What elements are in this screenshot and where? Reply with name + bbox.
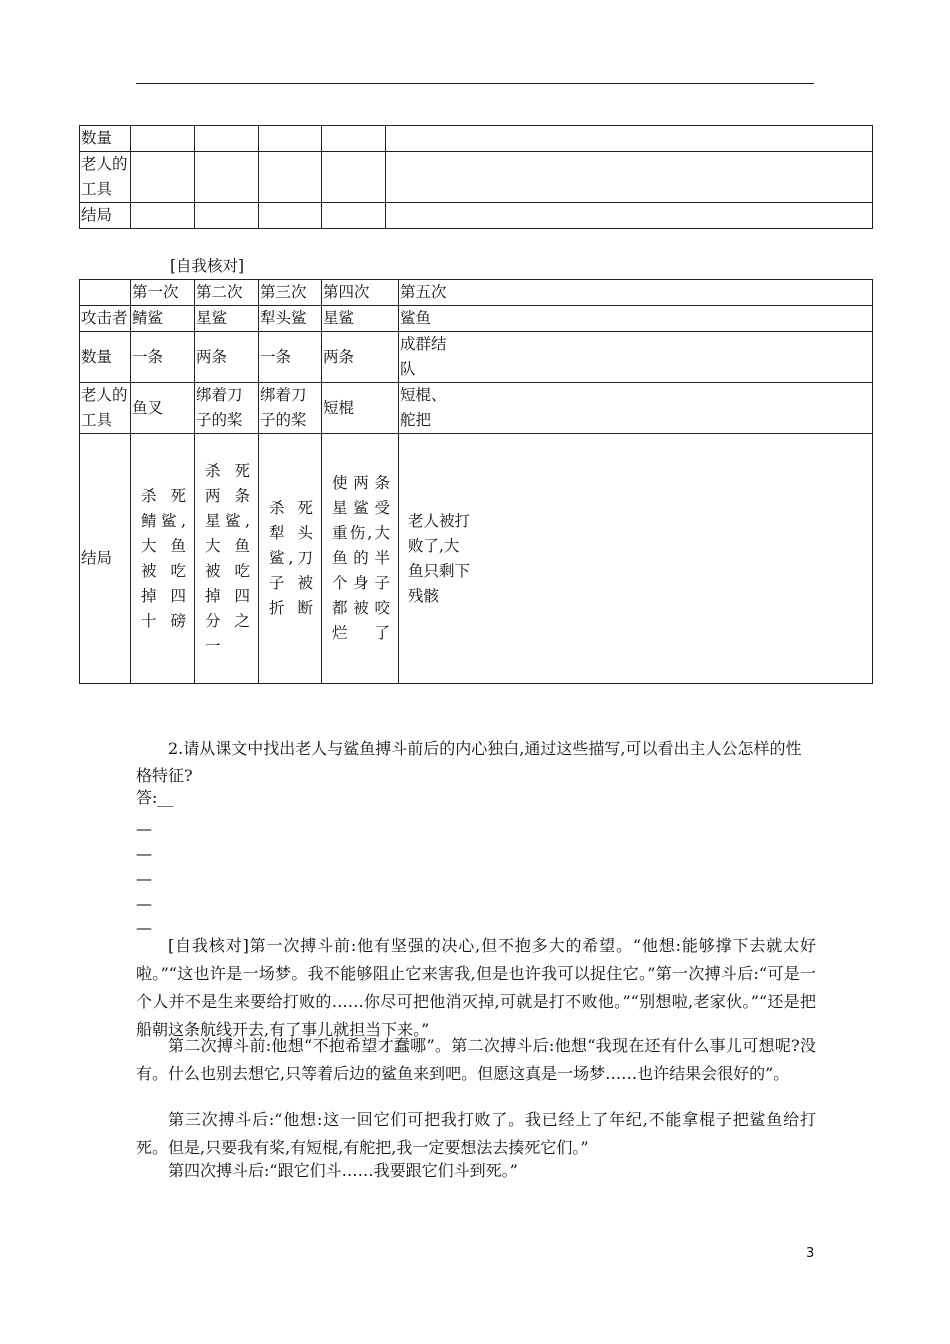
answer-paragraph: 第二次搏斗前:他想“不抱希望才蠢哪”。第二次搏斗后:他想“我现在还有什么事儿可想呢?没有。什么也别去想它,只等着后边的鲨鱼来到吧。但愿这真是一场梦……也许结果会很好的”。 [136,1036,816,1083]
cell: 绑着刀子的桨 [259,383,322,434]
header-rule [136,83,814,84]
check-caption: [自我核对] [170,257,245,275]
cell: 短棍、舵把 [399,383,873,434]
blank-fight-table [79,125,873,229]
table-row [80,332,873,383]
table-row [80,203,873,229]
cell: 使两条星鲨受重伤,大鱼的半个身子都被咬烂了 [322,434,399,684]
answer-label: 答:__ [136,788,174,807]
row-label: 结局 [80,203,131,229]
header-cell: 第五次 [399,280,873,306]
cell: 短棍 [322,383,399,434]
table-row [80,434,873,684]
cell: 杀死犁头鲨,刀子被折断 [259,434,322,684]
answer-line: — [136,918,152,937]
cell: 一条 [131,332,195,383]
page-number: 3 [806,1246,815,1261]
answer-line: — [136,894,152,913]
table-header-row [80,280,873,306]
cell: 一条 [259,332,322,383]
answer-line: — [136,844,152,863]
table-row [80,383,873,434]
table-row [80,126,873,152]
cell: 两条 [322,332,399,383]
cell: 鲭鲨 [131,306,195,332]
answer-line: — [136,869,152,888]
cell: 犁头鲨 [259,306,322,332]
row-label: 攻击者 [80,306,131,332]
row-label: 数量 [80,332,131,383]
table-row [80,152,873,203]
check-table [79,279,873,684]
header-cell: 第四次 [322,280,399,306]
row-label: 数量 [80,126,131,152]
header-cell: 第一次 [131,280,195,306]
answer-paragraph: 第四次搏斗后:“跟它们斗……我要跟它们斗到死。” [168,1161,518,1180]
cell: 星鲨 [322,306,399,332]
cell: 星鲨 [195,306,259,332]
row-label: 结局 [80,434,131,684]
answer-paragraph: [自我核对]第一次搏斗前:他有坚强的决心,但不抱多大的希望。“他想:能够撑下去就太好啦。”“这也许是一场梦。我不能够阻止它来害我,但是也许我可以捉住它。”第一次搏斗后:“可是一个人并不是生来要给打败的……你尽可把他消灭掉,可就是打不败他。”“别想啦,老家伙。”“还是把船朝这条航线开去,有了事儿就担当下来。” [136,936,816,1039]
header-cell: 第三次 [259,280,322,306]
question-text: 2.请从课文中找出老人与鲨鱼搏斗前后的内心独白,通过这些描写,可以看出主人公怎样的性格特征? [136,739,802,785]
cell: 成群结队 [399,332,873,383]
cell: 杀死鲭鲨,大鱼被吃掉四十磅 [131,434,195,684]
cell: 两条 [195,332,259,383]
cell: 杀死两条星鲨,大鱼被吃掉四分之一 [195,434,259,684]
row-label: 老人的工具 [80,383,131,434]
cell: 鲨鱼 [399,306,873,332]
table-row [80,306,873,332]
cell: 鱼叉 [131,383,195,434]
row-label: 老人的工具 [80,152,131,203]
cell: 老人被打败了,大鱼只剩下残骸 [399,434,873,684]
answer-line: — [136,819,152,838]
header-cell: 第二次 [195,280,259,306]
cell: 绑着刀子的桨 [195,383,259,434]
header-cell [80,280,131,306]
answer-paragraph: 第三次搏斗后:“他想:这一回它们可把我打败了。我已经上了年纪,不能拿棍子把鲨鱼给打死。但是,只要我有桨,有短棍,有舵把,我一定要想法去揍死它们。” [136,1110,816,1157]
